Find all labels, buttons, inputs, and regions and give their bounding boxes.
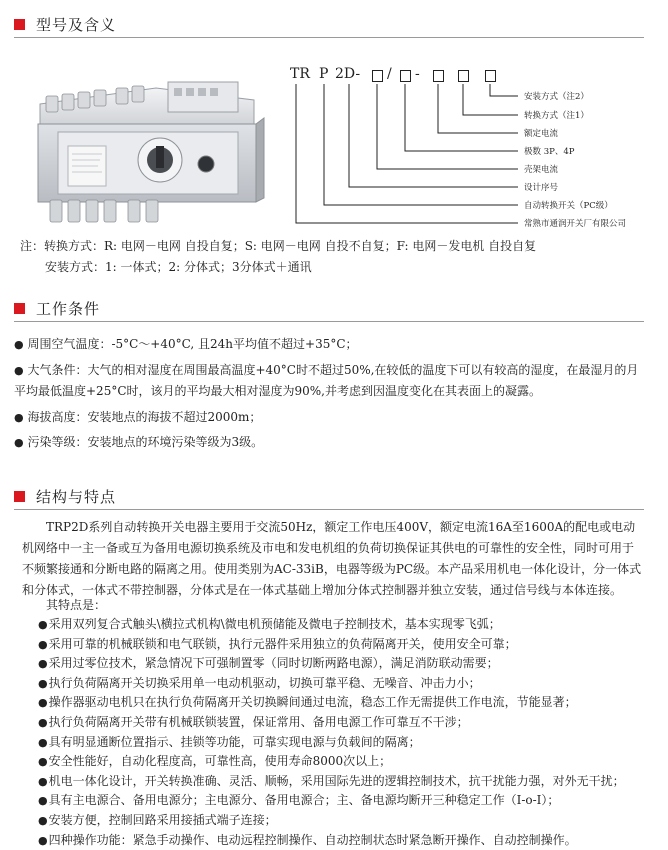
label-poles: 极数 3P、4P — [524, 147, 575, 157]
code-part-p: P — [319, 66, 329, 82]
label-install-mode: 安装方式（注2） — [524, 92, 589, 102]
note-install-modes: 安装方式：1: 一体式；2: 分体式；3分体式＋通讯 — [45, 260, 312, 274]
bullet-icon: ● — [14, 436, 24, 449]
product-photo — [28, 66, 268, 231]
bullet-icon: ● — [38, 637, 48, 651]
code-part-2d: 2D- — [335, 66, 361, 82]
bullet-icon: ● — [38, 794, 48, 808]
bullet-icon: ● — [38, 735, 48, 749]
structure-intro: TRP2D系列自动转换开关电器主要用于交流50Hz，额定工作电压400V，额定电流16A至1600A的配电或电动机网络中一主一备或互为备用电源切换系统及市电和发电机组的负荷切换保证其供电的可靠性的安全性，同时可用于不频繁接通和分断电路的隔离之用。使用类别为AC-33iB，电器等级为PC级。本产品采用机电一体化设计，分一体式和分体式，一体式不带控制器，分体式是在一体式基础上增加分体式控制器并独立安装，通过信号线与本体连接。 — [22, 520, 642, 597]
section-conditions-header — [14, 296, 644, 322]
feature-item — [38, 635, 648, 655]
condition-text: 周围空气温度：-5°C～+40°C, 且24h平均值不超过+35°C； — [27, 337, 358, 351]
feature-text: 四种操作功能：紧急手动操作、电动远程控制操作、自动控制状态时紧急断开操作、自动控制操作。 — [48, 832, 577, 847]
feature-text: 具有明显通断位置指示、挂锁等功能，可靠实现电源与负载间的隔离； — [48, 734, 421, 749]
section-divider — [14, 37, 644, 38]
bullet-icon: ● — [38, 657, 48, 671]
feature-item — [38, 693, 648, 713]
feature-text: 机电一体化设计，开关转换准确、灵活、顺畅，采用国际先进的逻辑控制技术，抗干扰能力强，对外无干扰； — [48, 773, 625, 788]
section-structure-header — [14, 484, 644, 510]
code-part-slash: / — [387, 66, 392, 82]
feature-item — [38, 791, 648, 811]
label-manufacturer: 常熟市通润开关厂有限公司 — [524, 219, 627, 229]
label-ats-pc: 自动转换开关（PC级） — [524, 201, 613, 211]
section-model-header — [14, 12, 644, 38]
code-part-dash: - — [415, 66, 420, 82]
feature-text: 安装方便，控制回路采用接插式端子连接； — [48, 812, 277, 827]
feature-item — [38, 733, 648, 753]
label-rated-current: 额定电流 — [524, 129, 559, 139]
code-part-tr: TR — [290, 66, 310, 82]
condition-text: 大气条件：大气的相对湿度在周围最高温度+40°C时不超过50%,在较低的温度下可以有较高的湿度，在最湿月的月平均最低温度+25°C时，该月的平均最大相对湿度为90%,并考虑到因温度变化在其表面上的凝露。 — [14, 363, 639, 398]
features-list — [38, 615, 648, 850]
section-title: 结构与特点 — [36, 488, 117, 506]
bullet-icon: ● — [38, 676, 48, 690]
feature-text: 操作器驱动电机只在执行负荷隔离开关切换瞬间通过电流，稳态工作无需提供工作电流，节能显著； — [48, 695, 577, 710]
condition-item — [14, 360, 644, 402]
label-frame-current: 壳架电流 — [524, 165, 559, 175]
condition-text: 海拔高度：安装地点的海拔不超过2000m； — [27, 410, 262, 424]
bullet-icon: ● — [38, 774, 48, 788]
condition-item — [14, 407, 644, 428]
model-code-diagram — [280, 60, 655, 235]
bullet-icon: ● — [38, 813, 48, 827]
bullet-icon: ● — [14, 364, 24, 377]
feature-text: 具有主电源合、备用电源分；主电源分、备用电源合；主、备电源均断开三种稳定工作（I-o-I）； — [48, 793, 560, 808]
section-marker-icon — [14, 491, 25, 502]
condition-text: 污染等级：安装地点的环境污染等级为3级。 — [27, 435, 264, 449]
feature-item — [38, 811, 648, 831]
bullet-icon: ● — [38, 715, 48, 729]
condition-item — [14, 334, 644, 355]
note-switch-modes: 注：转换方式：R: 电网－电网 自投自复；S: 电网－电网 自投不自复；F: 电网－发电机 自投自复 — [20, 239, 537, 253]
feature-text: 执行负荷隔离开关切换采用单一电动机驱动，切换可靠平稳、无噪音、冲击力小； — [48, 675, 481, 690]
feature-text: 采用过零位技术，紧急情况下可强制置零（同时切断两路电源），满足消防联动需要； — [48, 656, 499, 671]
feature-text: 安全性能好，自动化程度高，可靠性高，使用寿命8000次以上； — [48, 754, 392, 769]
label-design-serial: 设计序号 — [524, 183, 559, 193]
bullet-icon: ● — [14, 411, 24, 424]
bullet-icon: ● — [38, 696, 48, 710]
feature-item — [38, 831, 648, 850]
features-heading: 其特点是： — [46, 598, 107, 612]
bullet-icon: ● — [14, 338, 24, 351]
feature-item — [38, 674, 648, 694]
condition-item — [14, 432, 644, 453]
section-marker-icon — [14, 303, 25, 314]
section-title: 工作条件 — [36, 300, 101, 318]
feature-item — [38, 615, 648, 635]
section-title: 型号及含义 — [36, 16, 117, 34]
feature-item — [38, 654, 648, 674]
bullet-icon: ● — [38, 618, 48, 631]
switch-device-image — [28, 66, 268, 231]
feature-text: 执行负荷隔离开关带有机械联锁装置，保证常用、备用电源工作可靠互不干涉； — [48, 714, 469, 729]
bullet-icon: ● — [38, 755, 48, 769]
feature-item — [38, 713, 648, 733]
feature-text: 采用可靠的机械联锁和电气联锁，执行元器件采用独立的负荷隔离开关，使用安全可靠； — [48, 636, 517, 651]
section-divider — [14, 509, 644, 510]
label-switch-mode: 转换方式（注1） — [524, 111, 589, 121]
section-marker-icon — [14, 19, 25, 30]
feature-item — [38, 752, 648, 772]
bullet-icon: ● — [38, 833, 48, 847]
section-divider — [14, 321, 644, 322]
feature-text: 采用双列复合式触头\横拉式机构\微电机预储能及微电子控制技术，基本实现零飞弧； — [48, 617, 501, 631]
feature-item — [38, 772, 648, 792]
